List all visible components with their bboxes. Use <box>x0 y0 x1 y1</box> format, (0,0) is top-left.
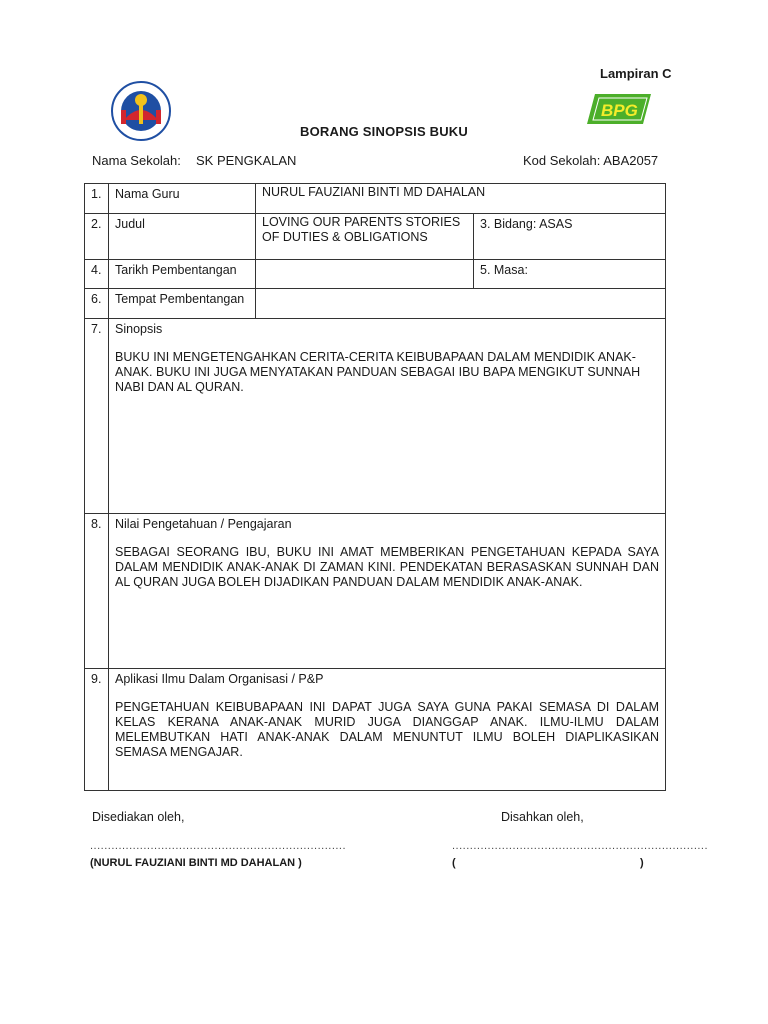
row-label: Judul <box>109 214 256 260</box>
section-label: Nilai Pengetahuan / Pengajaran <box>115 517 292 531</box>
synopsis-text: BUKU INI MENGETENGAHKAN CERITA-CERITA KEIBUBAPAAN DALAM MENDIDIK ANAK-ANAK. BUKU INI JUGA MENYATAKAN PANDUAN SEBAGAI IBU BAPA MENGIKUT SUNNAH NABI DAN AL QURAN. <box>115 350 641 394</box>
venue-value <box>256 289 666 319</box>
form-row-application <box>85 669 666 791</box>
synopsis-form-table <box>84 183 666 791</box>
approved-by-close-paren: ) <box>640 857 644 869</box>
form-row-teacher-name <box>85 184 666 214</box>
form-row-synopsis <box>85 319 666 514</box>
row-number: 7. <box>85 319 109 514</box>
approved-by-label: Disahkan oleh, <box>501 810 584 824</box>
prepared-by-label: Disediakan oleh, <box>92 810 185 824</box>
teacher-name-value: NURUL FAUZIANI BINTI MD DAHALAN <box>256 184 666 214</box>
signature-line-left: ........................................................................ <box>90 840 347 852</box>
form-title: BORANG SINOPSIS BUKU <box>300 124 468 139</box>
row-label: Nama Guru <box>109 184 256 214</box>
knowledge-box <box>115 517 659 665</box>
field-value: 3. Bidang: ASAS <box>474 214 666 260</box>
school-name-label: Nama Sekolah: <box>92 153 181 168</box>
duration-label: 5. Masa: <box>474 260 666 289</box>
row-number: 1. <box>85 184 109 214</box>
row-label: Tempat Pembentangan <box>109 289 256 319</box>
book-title-value: LOVING OUR PARENTS STORIES OF DUTIES & OBLIGATIONS <box>256 214 474 260</box>
row-number: 2. <box>85 214 109 260</box>
row-number: 4. <box>85 260 109 289</box>
section-label: Sinopsis <box>115 322 163 336</box>
row-number: 9. <box>85 669 109 791</box>
form-row-venue <box>85 289 666 319</box>
form-row-title <box>85 214 666 260</box>
bpg-logo-text: BPG <box>601 101 638 120</box>
signature-line-right: ........................................................................ <box>452 840 709 852</box>
school-name-value: SK PENGKALAN <box>196 153 297 168</box>
knowledge-text: SEBAGAI SEORANG IBU, BUKU INI AMAT MEMBERIKAN PENGETAHUAN KEPADA SAYA DALAM MENDIDIK ANAK-ANAK DI ZAMAN KINI. PENDEKATAN BERASASKAN SUNNAH DAN AL QURAN JUGA BOLEH DIJADIKAN PANDUAN DALAM MENDIDIK ANAK-ANAK. <box>115 545 659 589</box>
lampiran-label: Lampiran C <box>600 66 672 81</box>
row-number: 8. <box>85 514 109 669</box>
date-value <box>256 260 474 289</box>
form-row-date <box>85 260 666 289</box>
school-code: Kod Sekolah: ABA2057 <box>523 153 659 168</box>
row-label: Tarikh Pembentangan <box>109 260 256 289</box>
form-row-knowledge-value <box>85 514 666 669</box>
synopsis-box <box>115 322 659 510</box>
application-text: PENGETAHUAN KEIBUBAPAAN INI DAPAT JUGA SAYA GUNA PAKAI SEMASA DI DALAM KELAS KERANA ANAK-ANAK MURID JUGA DIANGGAP ANAK. ILMU-ILMU DALAM MELEMBUTKAN HATI ANAK-ANAK DALAM MENUNTUT ILMU BOLEH DIAPLIKASIKAN SEMASA MENGAJAR. <box>115 700 659 759</box>
approved-by-open-paren: ( <box>452 857 456 869</box>
section-label: Aplikasi Ilmu Dalam Organisasi / P&P <box>115 672 324 686</box>
row-number: 6. <box>85 289 109 319</box>
application-box <box>115 672 659 787</box>
prepared-by-name: (NURUL FAUZIANI BINTI MD DAHALAN ) <box>90 857 302 869</box>
